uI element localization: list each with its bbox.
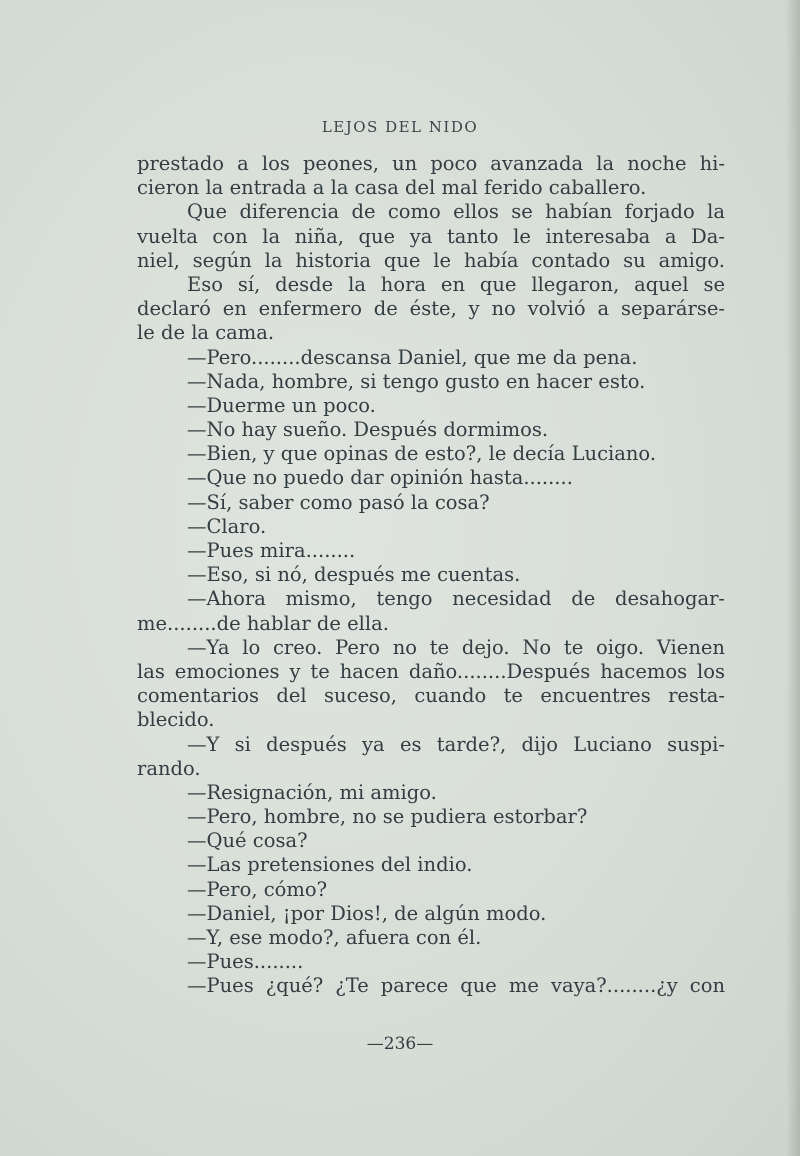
text-line: —Ahora mismo, tengo necesidad de desahogar- — [187, 587, 725, 611]
text-line: —Ya lo creo. Pero no te dejo. No te oigo. Vienen — [187, 635, 725, 659]
text-line: —Que no puedo dar opinión hasta........ — [187, 466, 573, 490]
text-line: —Sí, saber como pasó la cosa? — [187, 490, 490, 514]
text-line: me........de hablar de ella. — [137, 611, 389, 635]
text-line: las emociones y te hacen daño........Después hacemos los — [137, 659, 725, 683]
text-line: —Claro. — [187, 514, 267, 538]
text-line: vuelta con la niña, que ya tanto le interesaba a Da- — [137, 224, 725, 248]
text-line: —No hay sueño. Después dormimos. — [187, 418, 549, 442]
text-line: —Pero........descansa Daniel, que me da pena. — [187, 345, 638, 369]
text-line: —Daniel, ¡por Dios!, de algún modo. — [187, 901, 547, 925]
text-line: —Eso, si nó, después me cuentas. — [187, 563, 521, 587]
text-line: cieron la entrada a la casa del mal ferido caballero. — [137, 176, 647, 200]
running-title: LEJOS DEL NIDO — [321, 118, 479, 136]
text-line: le de la cama. — [137, 321, 275, 345]
text-line: rando. — [137, 756, 201, 780]
text-line: comentarios del suceso, cuando te encuentres resta- — [137, 684, 725, 708]
text-line: —Pues mira........ — [187, 539, 356, 562]
text-line: —Pero, cómo? — [187, 877, 328, 901]
page-number: —236— — [366, 1034, 434, 1054]
text-line: —Nada, hombre, si tengo gusto en hacer esto. — [187, 369, 646, 393]
text-line: blecido. — [137, 708, 215, 732]
text-line: —Qué cosa? — [187, 829, 308, 853]
page-edge-shadow — [786, 0, 800, 1156]
text-line: Eso sí, desde la hora en que llegaron, aquel se — [187, 272, 725, 296]
text-line: —Duerme un poco. — [187, 393, 376, 417]
body-text — [137, 152, 725, 999]
text-line: declaró en enfermero de éste, y no volvió a separárse- — [137, 297, 725, 321]
text-line: —Pero, hombre, no se pudiera estorbar? — [187, 805, 588, 829]
text-line: —Pues ¿qué? ¿Te parece que me vaya?........¿y con — [187, 974, 725, 998]
text-line: —Las pretensiones del indio. — [187, 853, 473, 877]
text-line: —Resignación, mi amigo. — [187, 780, 437, 804]
text-line: prestado a los peones, un poco avanzada la noche hi- — [137, 152, 725, 175]
text-line: niel, según la historia que le había contado su amigo. — [137, 248, 725, 272]
text-line: —Pues........ — [187, 950, 304, 974]
text-line: Que diferencia de como ellos se habían forjado la — [187, 200, 725, 224]
text-line: —Y, ese modo?, afuera con él. — [187, 926, 482, 949]
text-line: —Bien, y que opinas de esto?, le decía Luciano. — [187, 442, 657, 466]
text-line: —Y si después ya es tarde?, dijo Luciano suspi- — [187, 732, 725, 756]
